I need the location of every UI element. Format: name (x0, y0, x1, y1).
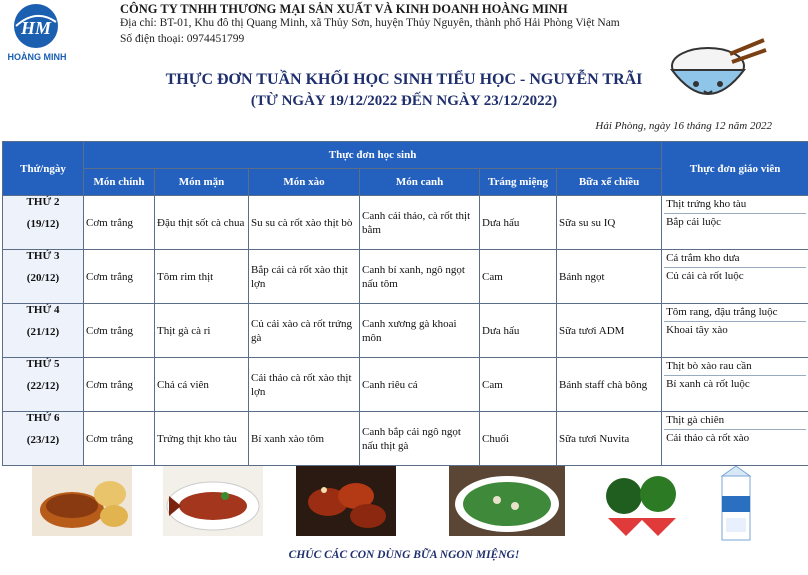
teacher-dish: Thịt trứng kho tàu (664, 196, 806, 214)
cell-soup: Canh xương gà khoai môn (360, 304, 480, 358)
day-cell (3, 412, 84, 466)
cell-stirfry: Bí xanh xào tôm (249, 412, 360, 466)
table-row (3, 412, 808, 466)
food-watermelon-icon (602, 466, 682, 536)
cell-dessert: Cam (480, 250, 557, 304)
cell-dessert: Dưa hấu (480, 196, 557, 250)
table-row (3, 358, 808, 412)
day-label: THỨ 5 (26, 358, 60, 370)
table-row (3, 304, 808, 358)
cell-stirfry: Củ cải xào cà rốt trứng gà (249, 304, 360, 358)
issue-date: Hải Phòng, ngày 16 tháng 12 năm 2022 (595, 120, 772, 132)
teacher-dish: Bí xanh cà rốt luộc (666, 378, 750, 390)
day-date: (22/12) (26, 380, 60, 392)
cell-soup: Canh riêu cá (360, 358, 480, 412)
cell-stirfry: Cải thảo cà rốt xào thịt lợn (249, 358, 360, 412)
logo-text: HOÀNG MINH (7, 52, 67, 62)
teacher-cell (662, 250, 808, 304)
day-date: (21/12) (26, 326, 60, 338)
food-ribs-icon (296, 466, 396, 536)
teacher-cell (662, 304, 808, 358)
day-date: (20/12) (26, 272, 60, 284)
teacher-cell (662, 358, 808, 412)
cell-main: Cơm trắng (84, 412, 155, 466)
teacher-cell (662, 196, 808, 250)
day-cell (3, 358, 84, 412)
cell-snack: Sữa tươi Nuvita (557, 412, 662, 466)
menu-date-range: (TỪ NGÀY 19/12/2022 ĐẾN NGÀY 23/12/2022) (250, 93, 558, 109)
cell-snack: Sữa su su IQ (557, 196, 662, 250)
food-milk-icon (718, 466, 754, 542)
teacher-menu-header: Thực đơn giáo viên (662, 142, 808, 196)
col-header-snack: Bữa xế chiều (557, 169, 662, 196)
company-name: CÔNG TY TNHH THƯƠNG MẠI SẢN XUẤT VÀ KINH DOANH HOÀNG MINH (120, 2, 568, 16)
teacher-dish: Củ cải cà rốt luộc (666, 270, 744, 282)
food-soup-icon (449, 466, 565, 536)
day-label: THỨ 3 (26, 250, 60, 262)
teacher-dish: Tôm rang, đậu trắng luộc (664, 304, 806, 322)
day-cell (3, 250, 84, 304)
company-phone: Số điện thoại: 0974451799 (120, 33, 245, 45)
day-date: (19/12) (26, 218, 60, 230)
day-header: Thứ/ngày (3, 142, 84, 196)
cell-snack: Bánh staff chà bông (557, 358, 662, 412)
company-address: Địa chỉ: BT-01, Khu đô thị Quang Minh, xã Thủy Sơn, huyện Thủy Nguyên, thành phố Hải Phòng Việt Nam (120, 17, 620, 29)
col-header-salty: Món mặn (155, 169, 249, 196)
cell-soup: Canh cải thảo, cà rốt thịt bằm (360, 196, 480, 250)
cell-dessert: Cam (480, 358, 557, 412)
menu-title: THỰC ĐƠN TUẦN KHỐI HỌC SINH TIỂU HỌC - NGUYỄN TRÃI (165, 71, 643, 88)
day-label: THỨ 2 (26, 196, 60, 208)
col-header-main: Món chính (84, 169, 155, 196)
cell-salty: Tôm rim thịt (155, 250, 249, 304)
cell-main: Cơm trắng (84, 196, 155, 250)
day-date: (23/12) (26, 434, 60, 446)
cell-snack: Bánh ngọt (557, 250, 662, 304)
cell-main: Cơm trắng (84, 358, 155, 412)
cell-main: Cơm trắng (84, 304, 155, 358)
teacher-dish: Thịt bò xào rau cần (664, 358, 806, 376)
teacher-dish: Cải thảo cà rốt xào (666, 432, 750, 444)
cell-main: Cơm trắng (84, 250, 155, 304)
day-cell (3, 304, 84, 358)
day-label: THỨ 4 (26, 304, 60, 316)
teacher-dish: Bắp cải luộc (666, 216, 722, 228)
cell-salty: Trứng thịt kho tàu (155, 412, 249, 466)
food-fish-icon (163, 466, 263, 536)
food-gallery (0, 466, 808, 546)
cell-stirfry: Su su cà rốt xào thịt bò (249, 196, 360, 250)
table-row (3, 196, 808, 250)
cell-soup: Canh bắp cải ngô ngọt nấu thịt gà (360, 412, 480, 466)
col-header-dessert: Tráng miệng (480, 169, 557, 196)
col-header-soup: Món canh (360, 169, 480, 196)
cell-soup: Canh bí xanh, ngô ngọt nấu tôm (360, 250, 480, 304)
table-row (3, 250, 808, 304)
cell-snack: Sữa tươi ADM (557, 304, 662, 358)
slogan: CHÚC CÁC CON DÙNG BỮA NGON MIỆNG! (288, 549, 520, 561)
cell-dessert: Chuối (480, 412, 557, 466)
teacher-dish: Thịt gà chiên (664, 412, 806, 430)
menu-table (2, 141, 808, 466)
student-menu-header: Thực đơn học sinh (84, 142, 662, 169)
cell-salty: Chả cá viên (155, 358, 249, 412)
logo-icon (6, 2, 68, 62)
cell-dessert: Dưa hấu (480, 304, 557, 358)
cell-salty: Thịt gà cà ri (155, 304, 249, 358)
company-logo (6, 2, 68, 62)
svg-text:HM: HM (20, 18, 52, 38)
cell-salty: Đậu thịt sốt cà chua (155, 196, 249, 250)
day-cell (3, 196, 84, 250)
cell-stirfry: Bắp cải cà rốt xào thịt lợn (249, 250, 360, 304)
food-bread-icon (32, 466, 132, 536)
teacher-dish: Khoai tây xào (666, 324, 728, 336)
col-header-stirfry: Món xào (249, 169, 360, 196)
teacher-dish: Cá trắm kho dưa (664, 250, 806, 268)
teacher-cell (662, 412, 808, 466)
day-label: THỨ 6 (26, 412, 60, 424)
